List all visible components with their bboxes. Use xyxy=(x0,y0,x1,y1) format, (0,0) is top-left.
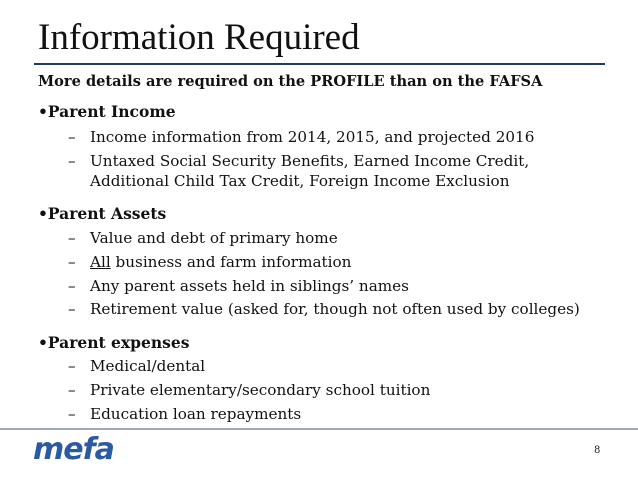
slide-title: Information Required xyxy=(38,17,360,58)
list-item-text: Value and debt of primary home xyxy=(90,229,338,247)
list-item-text: Any parent assets held in siblings’ names xyxy=(90,277,409,295)
list-item-text xyxy=(90,252,351,273)
dash-bullet: – xyxy=(68,381,76,399)
list-item-text: Retirement value (asked for, though not often used by colleges) xyxy=(90,300,580,318)
emphasis-all: All xyxy=(90,253,111,271)
slide-subtitle: More details are required on the PROFILE than on the FAFSA xyxy=(38,73,543,90)
list-item-text: Untaxed Social Security Benefits, Earned Income Credit, xyxy=(90,152,530,170)
dash-bullet: – xyxy=(68,277,76,295)
section-heading-parent-expenses: •Parent expenses xyxy=(38,333,190,352)
list-item-text: Additional Child Tax Credit, Foreign Income Exclusion xyxy=(90,172,510,190)
dash-bullet: – xyxy=(68,253,76,271)
section-heading-parent-income: •Parent Income xyxy=(38,102,176,121)
list-item-text-rest: business and farm information xyxy=(110,253,352,271)
list-item-text: Medical/dental xyxy=(90,357,206,375)
dash-bullet: – xyxy=(68,229,76,247)
section-heading-parent-assets: •Parent Assets xyxy=(38,204,167,223)
footer-divider xyxy=(0,428,638,430)
dash-bullet: – xyxy=(68,152,76,170)
dash-bullet: – xyxy=(68,405,76,423)
list-item-text: Private elementary/secondary school tuition xyxy=(90,381,431,399)
title-divider xyxy=(34,63,605,65)
list-item-text: Income information from 2014, 2015, and projected 2016 xyxy=(90,128,535,146)
dash-bullet: – xyxy=(68,300,76,318)
dash-bullet: – xyxy=(68,357,76,375)
mefa-logo: mefa xyxy=(33,432,114,467)
list-item-text: Education loan repayments xyxy=(90,405,302,423)
page-number: 8 xyxy=(594,445,601,456)
dash-bullet: – xyxy=(68,128,76,146)
